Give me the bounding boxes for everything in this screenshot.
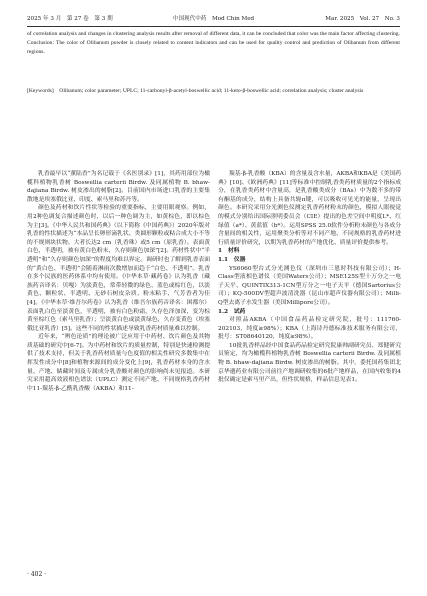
paragraph: 颜色及药材和饮片性状等检验的重要指标，主要用眼观察。例如，用2种色调复合描述颜色时，以后一种色调为主，如黄棕色，即以棕色为主[3]。《中华人民共和国药典》（以下简称《中国药典》）2020年版对乳香的性状描述为“本品呈长卵形滴乳状、类圆形颗粒或粘合成大小不等的不规则块状物。大者长达2 cm（乳香珠）或5 cm（原乳香）。表面黄白色，半透明，被有黄白色粉末，久存则颜色加深”[2]。药材性状中“半透明”和“久存则颜色加深”的程度均难以界定。调研时也了解到乳香表面的“黄白色、半透明”会随着淋雨次数增加而趋于“白色、不透明”。乳香在多个民族的医药体系中均有使用。《中华本草·藏药卷》认为乳香（藏族药音译名：贝嘎）为淡黄色，常带轻微的绿色、蓝色或棕红色，以淡黄色、颗粒状、半透明、无砂石树皮杂质、粉末粘手、气芳香者为佳[4]。《中华本草·维吾尔药卷》认为乳香（维吾尔族药音译名：困都尔）表面乳白色至淡黄色，半透明，被有白色粉霜，久存色泽加深，变为棕黄至棕红色（索马里乳香）；呈淡黄白色或淡黄绿色，久存变黄色（埃塞俄比亚乳香）[5]。这些不同的性状描述导致乳香药材质量难以控制。 bbox=[27, 205, 210, 332]
english-abstract-tail: of correlation analysis and changes in clustering analysis results after removal of different data, it can be concluded that color was the main factor affecting clustering. Conclusion: The color of Olibanum powder is closely related to content indicators and can be used for quality control and prediction of Olibanum from different regions. bbox=[27, 31, 400, 55]
keywords: [Keywords] Olibanum; color parameter; UPLC; 11-carbonyl-β-acetyl-boswellic acid; 11-keto-β-boswellic acid; correlation analysis; cluster analysis bbox=[27, 88, 364, 94]
header-rule bbox=[27, 26, 400, 27]
header-journal: 中国现代中药 Mod Chin Med bbox=[172, 16, 255, 22]
subsection-heading: 1.2 试药 bbox=[218, 308, 246, 315]
paragraph: 10批乳香样品经中国食品药品检定研究院康帅副研究员、郑健研究员鉴定，均为橄榄科植物乳香树 Boswellia carterii Birdw. 及同属植物 B. bhaw-dajiana Birdw. 树皮渗出的树脂。其中，委托国药集团北京华邈药业有限公司前往产地调研收集的6批产地样品，在国内收集的4批仅确定是索马里产出，但性状规格，样品信息见表1。 bbox=[218, 342, 401, 384]
paragraph: 乳香最早以“薰陆香”为名记载于《名医别录》[1]，其药用部位为橄榄科植物乳香树 Boswellia carterii Birdw. 及同属植物 B. bhaw-dajiana Birdw. 树皮渗出的树脂[2]。目前国内市场进口乳香的主要集散地是埃塞俄比亚、印度、索马里和苏丹等。 bbox=[27, 171, 210, 203]
header-issue: 2025 年 3 月 第 27 卷 第 3 期 bbox=[27, 16, 113, 22]
left-column bbox=[27, 170, 210, 393]
header-issue-en: Mar. 2025 Vol. 27 No. 3 bbox=[325, 16, 400, 22]
paragraph: 对照品AKBA（中国食品药品检定研究院，批号：111760-202103，纯度≥98%）；KBA（上海诗丹德标准技术服务有限公司，批号：ST08640120，纯度≥98%）。 bbox=[218, 317, 401, 341]
paragraph: 近年来，“辨色论质”的理论被广泛应用于中药材、饮片颜色及其物质基础的研究中[6-7]。为中药材和饮片的质量控制，特别是快速检测提供了技术支持，但关于乳香药材质量与色度值的相关性研究多数集中在挥发性成分中[8]和植物来源间的成分变化上[9]，乳香药材本身的含水量、产地、储藏时间及专属成分乳香酸对颜色的影响尚未见报道。本研究采用超高效液相色谱法（UPLC）测定不同产地、不同规格乳香药材中11-羰基-β-乙酰乳香酸（AKBA）和11- bbox=[27, 334, 210, 392]
page-number: · 402 · bbox=[27, 571, 47, 578]
paragraph: 羰基-β-乳香酸（KBA）的含量及含水量，AKBA和KBA是《美国药典》[10]、《欧洲药典》[11]等标准中控制乳香类药材质量的2个指标成分，在乳香类药材中含量高，是乳香酸类成分（BAs）中为数不多的带有酮基的成分，结构上具备共轭π键，可以吸收可见光的能量，呈现出颜色。本研究采用分光测色仪测定乳香药材粉末的颜色，模拟人眼视觉的模式分别给出国际照明委员会（CIE）提出的色差空间中明度L*、红绿值（a*）、黄蓝值（b*）。运用SPSS 25.0软件分析粉末颜色与各成分含量间的相关性，运用聚类分析等对不同产地、不同规格的乳香药材进行质量评价研究，以期为乳香药材的产地优化、质量评价提供参考。 bbox=[218, 171, 401, 246]
subsection-heading: 1.1 仪器 bbox=[218, 256, 246, 263]
right-column bbox=[218, 170, 401, 385]
running-header bbox=[27, 14, 400, 24]
section-heading: 1 材料 bbox=[218, 248, 240, 255]
paragraph: YS6060型台式分光测色仪（深圳市三恩时科技有限公司）；H-Class型液相色谱仪（美国Waters公司）；MSE125S型十万分之一电子天平、QUINTIX313-1CN型万分之一电子天平（德国Sartorius公司）；KQ-500DV型超声波清洗器（昆山市超声仪器有限公司）；Milli-Q型去离子水发生器（美国Millipore公司）。 bbox=[218, 265, 401, 306]
